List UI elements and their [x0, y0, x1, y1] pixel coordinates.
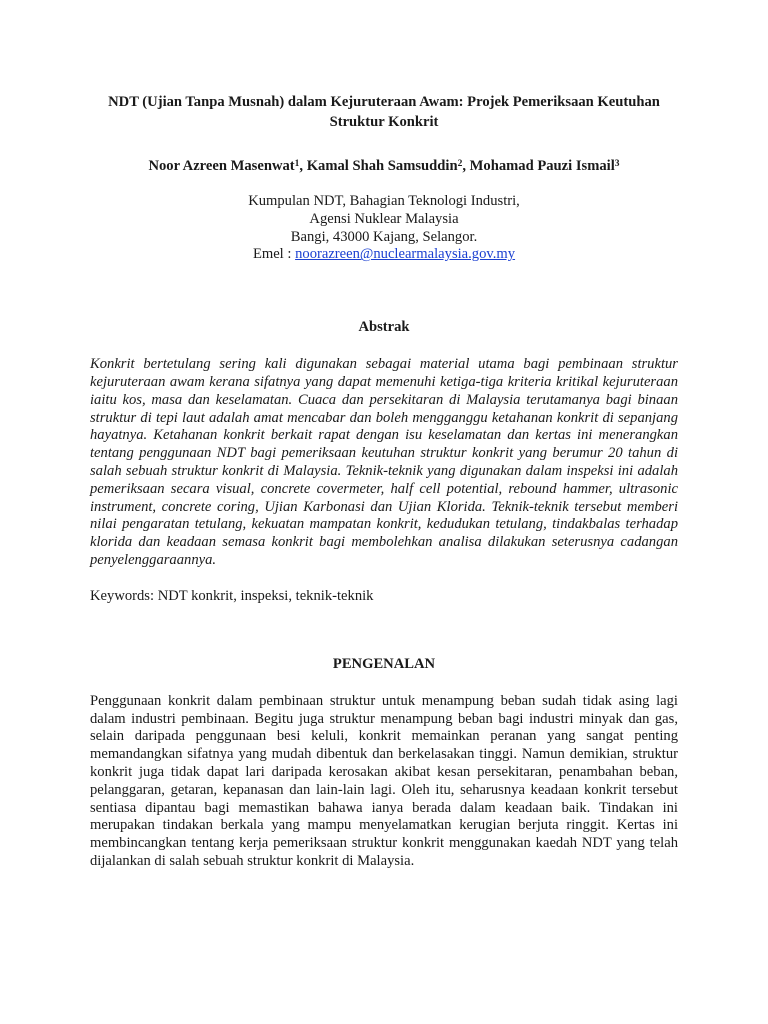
affiliation-line: Kumpulan NDT, Bahagian Teknologi Industri,	[248, 193, 520, 209]
author-3	[470, 158, 620, 174]
abstract-heading: Abstrak	[358, 319, 410, 336]
keywords: Keywords: NDT konkrit, inspeksi, teknik-teknik	[90, 587, 374, 604]
author-name: Kamal Shah Samsuddin	[306, 158, 458, 174]
introduction-body: Penggunaan konkrit dalam pembinaan struktur untuk menampung beban sudah tidak asing lagi dalam industri pembinaan. Begitu juga struktur menampung beban bagi industri minyak dan gas, selain daripada penggunaan besi keluli, konkrit memainkan peranan yang sangat penting memandangkan sifatnya yang mudah dibentuk dan berkelasakan tinggi. Namun demikian, struktur konkrit juga tidak dapat lari daripada kerosakan akibat kesan persekitaran, penambahan beban, pelanggaran, getaran, kepanasan dan lain-lain lagi. Oleh itu, seharusnya keadaan konkrit tersebut sentiasa dipantau bagi memastikan bahawa ianya berada dalam keadaan baik. Tindakan ini merupakan tindakan berkala yang mampu menyelamatkan kerugian berjuta ringgit. Kertas ini membincangkan tentang kerja pemeriksaan struktur konkrit menggunakan kaedah NDT yang telah dijalankan di salah sebuah struktur konkrit di Malaysia.	[90, 692, 678, 869]
abstract-body: Konkrit bertetulang sering kali digunakan sebagai material utama bagi pembinaan struktur kejuruteraan awam kerana sifatnya yang dapat memenuhi ketiga-tiga kriteria kritikal kejuruteraan iaitu kos, masa dan keselamatan. Cuaca dan persekitaran di Malaysia terutamanya bagi binaan struktur di tepi laut adalah amat mencabar dan boleh mengganggu ketahanan konkrit di sepanjang hayatnya. Ketahanan konkrit berkait rapat dengan isu keselamatan dan kertas ini menerangkan tentang penggunaan NDT bagi pemeriksaan keutuhan struktur konkrit yang berumur 20 tahun di salah sebuah struktur konkrit di Malaysia. Teknik-teknik yang digunakan dalam inspeksi ini adalah pemeriksaan secara visual, concrete covermeter, half cell potential, rebound hammer, ultrasonic instrument, concrete coring, Ujian Karbonasi dan Ujian Klorida. Teknik-teknik tersebut memberi nilai pengaratan tetulang, kekuatan mampatan konkrit, kedudukan tetulang, tindakbalas terhadap klorida dan keadaan semasa konkrit bagi membolehkan analisa dilakukan seterusnya cadangan penyelenggaraannya.	[90, 356, 678, 568]
author-affiliation-mark: 2	[457, 159, 463, 169]
author-affiliation-mark: 3	[614, 159, 620, 169]
author-separator: ,	[299, 158, 307, 174]
email-link[interactable]: noorazreen@nuclearmalaysia.gov.my	[295, 246, 516, 263]
author-1	[148, 158, 306, 174]
author-name: Mohamad Pauzi Ismail	[469, 158, 615, 174]
affiliation-line: Bangi, 43000 Kajang, Selangor.	[290, 228, 478, 245]
author-affiliation-mark: 1	[294, 159, 300, 169]
affiliation-block	[90, 193, 678, 264]
affiliation-line: Agensi Nuklear Malaysia	[309, 210, 459, 227]
email-label: Emel :	[252, 246, 296, 263]
author-separator: ,	[462, 158, 470, 174]
paper-page	[90, 92, 678, 885]
introduction-heading: PENGENALAN	[332, 655, 436, 672]
author-name: Noor Azreen Masenwat	[148, 158, 295, 174]
author-list	[90, 156, 678, 176]
paper-title: NDT (Ujian Tanpa Musnah) dalam Kejuruteraan Awam: Projek Pemeriksaan Keutuhan Struktur Konkrit	[108, 94, 660, 130]
author-2	[307, 158, 470, 174]
email-line	[90, 246, 678, 264]
